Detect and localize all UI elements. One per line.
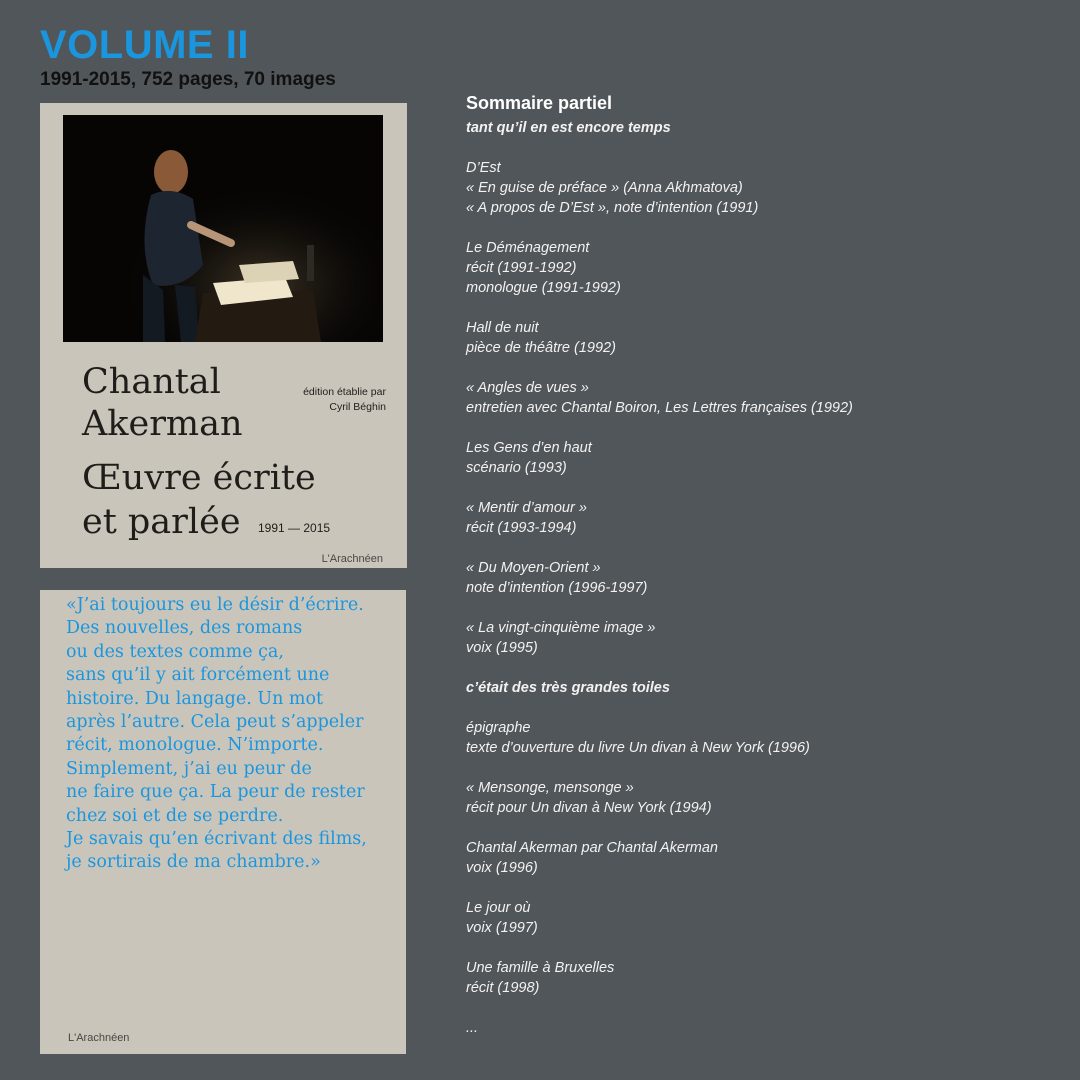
back-cover <box>40 590 406 1054</box>
toc-entry: Une famille à Bruxelles <box>466 960 615 976</box>
toc-entry <box>466 478 1066 498</box>
quote-line: Simplement, j’ai eu peur de <box>66 758 312 779</box>
toc-section-title: tant qu’il en est encore temps <box>466 120 671 136</box>
toc-entry: D’Est <box>466 160 501 176</box>
toc-entry <box>466 818 1066 838</box>
quote-line: Je savais qu’en écrivant des films, <box>66 829 367 850</box>
quote-line: «J’ai toujours eu le désir d’écrire. <box>66 595 364 615</box>
toc-entry <box>466 698 1066 718</box>
cover-work-line: et parlée <box>82 502 241 542</box>
back-cover-quote <box>66 594 401 875</box>
quote-line: ne faire que ça. La peur de rester <box>66 782 365 803</box>
quote-line: sans qu’il y ait forcément une <box>66 665 330 686</box>
cover-author-line: Chantal <box>82 362 221 402</box>
cover-photo-illustration <box>63 115 383 342</box>
back-cover-publisher: L'Arachnéen <box>68 1032 130 1044</box>
toc-entry: épigraphe <box>466 720 531 736</box>
quote-line: ou des textes comme ça, <box>66 641 284 662</box>
cover-edition-credit <box>266 385 386 415</box>
toc-entry: « La vingt-cinquième image » <box>466 620 656 636</box>
toc-entry: « Du Moyen-Orient » <box>466 560 601 576</box>
toc-entry: entretien avec Chantal Boiron, Les Lettres françaises (1992) <box>466 400 853 416</box>
toc-entry: « Mentir d’amour » <box>466 500 587 516</box>
toc-entry: Le Déménagement <box>466 240 590 256</box>
toc-entry <box>466 298 1066 318</box>
toc-entry <box>466 598 1066 618</box>
volume-title: VOLUME II <box>40 23 249 67</box>
toc-entry <box>466 358 1066 378</box>
quote-line: Des nouvelles, des romans <box>66 618 303 639</box>
quote-line: histoire. Du langage. Un mot <box>66 688 324 709</box>
toc-entry <box>466 658 1066 678</box>
toc-entry: « A propos de D’Est », note d’intention (1991) <box>466 200 759 216</box>
quote-line: chez soi et de se perdre. <box>66 805 284 826</box>
toc-entry: note d’intention (1996-1997) <box>466 580 648 596</box>
cover-author <box>82 361 272 445</box>
front-cover <box>40 103 407 568</box>
cover-work-line: Œuvre écrite <box>82 458 316 498</box>
toc-entry: Le jour où <box>466 900 531 916</box>
toc-entry: récit (1998) <box>466 980 540 996</box>
toc-entry: récit pour Un divan à New York (1994) <box>466 800 712 816</box>
toc-entry: « En guise de préface » (Anna Akhmatova) <box>466 180 743 196</box>
cover-publisher: L'Arachnéen <box>321 553 383 565</box>
cover-photo <box>63 115 383 342</box>
toc-entry <box>466 878 1066 898</box>
toc-entry: scénario (1993) <box>466 460 567 476</box>
toc-section-title: c’était des très grandes toiles <box>466 680 670 696</box>
cover-author-line: Akerman <box>82 404 243 444</box>
toc-entry: monologue (1991-1992) <box>466 280 621 296</box>
toc-entry: « Angles de vues » <box>466 380 589 396</box>
toc-entry <box>466 758 1066 778</box>
toc-heading: Sommaire partiel <box>466 93 613 113</box>
toc-entry: Chantal Akerman par Chantal Akerman <box>466 840 718 856</box>
toc-entry <box>466 418 1066 438</box>
toc-lines <box>466 118 1066 1038</box>
cover-dates: 1991 — 2015 <box>258 521 331 535</box>
toc-entry: voix (1996) <box>466 860 538 876</box>
toc-entry: pièce de théâtre (1992) <box>466 340 616 356</box>
toc-entry: Hall de nuit <box>466 320 539 336</box>
toc-entry <box>466 938 1066 958</box>
toc-entry: voix (1997) <box>466 920 538 936</box>
quote-line: je sortirais de ma chambre.» <box>66 852 321 873</box>
cover-edition-line: édition établie par <box>303 386 386 398</box>
toc-entry <box>466 538 1066 558</box>
toc-entry: voix (1995) <box>466 640 538 656</box>
cover-edition-line: Cyril Béghin <box>329 401 386 413</box>
toc-entry: récit (1993-1994) <box>466 520 577 536</box>
quote-line: après l’autre. Cela peut s’appeler <box>66 712 364 733</box>
quote-line: récit, monologue. N’importe. <box>66 735 324 756</box>
volume-subtitle: 1991-2015, 752 pages, 70 images <box>40 69 336 90</box>
toc-entry: récit (1991-1992) <box>466 260 577 276</box>
toc-entry: « Mensonge, mensonge » <box>466 780 634 796</box>
toc-entry: Les Gens d’en haut <box>466 440 592 456</box>
table-of-contents <box>466 90 1066 1038</box>
toc-entry: texte d’ouverture du livre Un divan à New York (1996) <box>466 740 810 756</box>
toc-entry <box>466 218 1066 238</box>
toc-entry <box>466 998 1066 1018</box>
toc-entry: ... <box>466 1020 479 1036</box>
toc-entry <box>466 138 1066 158</box>
